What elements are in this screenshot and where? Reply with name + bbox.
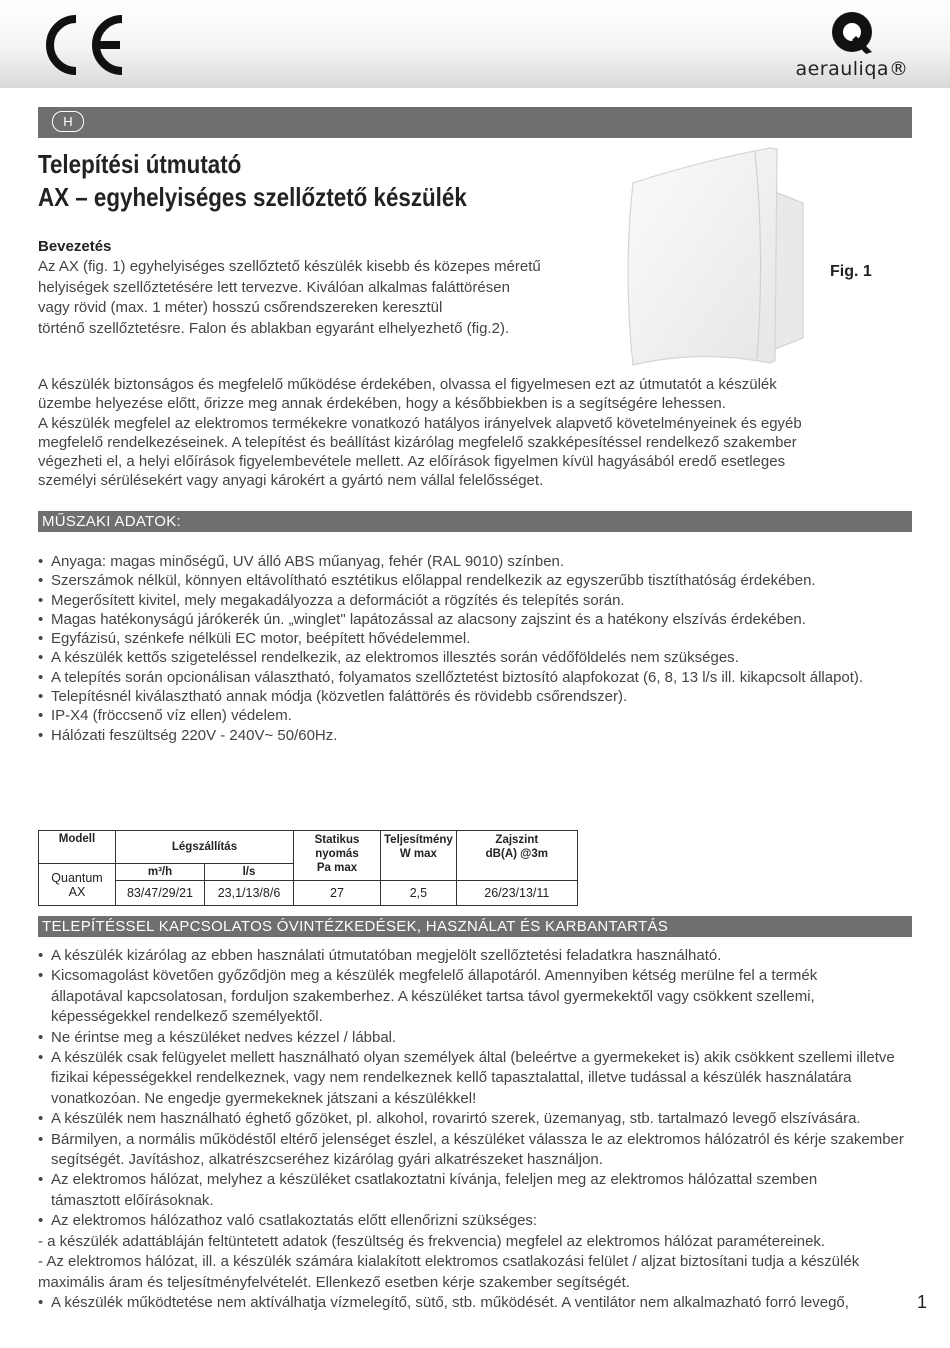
logo-text: aerauliqa®: [795, 58, 909, 80]
figure-label: Fig. 1: [830, 263, 872, 280]
list-item: • Szerszámok nélkül, könnyen eltávolítható esztétikus előlappal rendelkezik az egyszerűbb tisztíthatóság érdekében.: [38, 571, 918, 590]
safety-heading: TELEPÍTÉSSEL KAPCSOLATOS ÓVINTÉZKEDÉSEK, HASZNÁLAT ÉS KARBANTARTÁS: [38, 916, 912, 937]
table-header-airflow: Légszállítás: [116, 831, 294, 864]
list-item: • Az elektromos hálózat, melyhez a készüléket csatlakoztatni kívánja, feleljen meg az elektromos hálózattal szemben támasztott előírásoknak.: [38, 1170, 918, 1211]
table-cell-noise: 26/23/13/11: [456, 881, 577, 906]
fan-product-image: [625, 143, 810, 368]
paragraph-line: megfelelő rendelkezéseinek. A telepítést és beállítást kizárólag megfelelő szakképesítéssel rendelkező szakember: [38, 433, 797, 451]
list-item: • Megerősített kivitel, mely megakadályozza a deformációt a rögzítés és telepítés során.: [38, 591, 918, 610]
list-item: • A telepítés során opcionálisan választható, folyamatos szellőztetést biztosító alapfokozat (6, 8, 13 l/s ill. kikapcsolt állapot).: [38, 668, 918, 687]
table-header-static-pressure: [294, 831, 381, 881]
list-item: • Kicsomagolást követően győződjön meg a készülék megfelelő állapotáról. Amennyiben kétség merülne fel a termék állapotával kapcsolatosan, forduljon szakemberhez. A készüléket tartsa távol gyermekektől vagy csökkent szellemi, képességekkel rendelkező személyektől.: [38, 966, 918, 1027]
table-cell-ls: 23,1/13/8/6: [205, 881, 294, 906]
intro-line: helyiségek szellőztetésére lett tervezve. Kiválóan alkalmas faláttörésen: [38, 278, 510, 296]
table-cell-m3h: 83/47/29/21: [116, 881, 205, 906]
language-bar: [38, 107, 912, 138]
list-item: - Az elektromos hálózat, ill. a készülék számára kialakított elektromos csatlakozási felület / aljzat biztosítani tudja a készülék maximális áram és teljesítményfelvételét. Ellenkező esetben kérje szakember segítségét.: [38, 1253, 860, 1291]
paragraph-line: üzembe helyezése előtt, őrizze meg annak érdekében, hogy a későbbiekben is a segítségére lehessen.: [38, 395, 726, 413]
ce-mark-icon: [36, 13, 128, 77]
table-header-line: Teljesítmény: [384, 834, 453, 846]
list-item: • A készülék nem használható éghető gőzöket, pl. alkohol, rovarirtó szerek, üzemanyag, stb. tartalmazó levegő elszívására.: [38, 1109, 918, 1129]
table-cell-model: Quantum AX: [39, 864, 116, 906]
language-badge: H: [52, 111, 84, 132]
safety-intro-paragraph: [38, 375, 918, 491]
list-item: • A készülék kettős szigeteléssel rendelkezik, az elektromos illesztés során védőföldelés nem szükséges.: [38, 648, 918, 667]
list-item: • Egyfázisú, szénkefe nélküli EC motor, beépített hővédelemmel.: [38, 629, 918, 648]
list-item: • Telepítésnél kiválasztható annak módja (közvetlen faláttörés és rövidebb csőrendszer).: [38, 687, 918, 706]
table-cell-power: 2,5: [381, 881, 457, 906]
table-header-model: Modell: [39, 831, 116, 864]
table-header-line: Pa max: [316, 862, 358, 874]
intro-heading: Bevezetés: [38, 238, 112, 255]
document-title: [38, 148, 467, 214]
table-header-line: W max: [399, 848, 437, 860]
spec-table: [38, 830, 578, 906]
intro-text: [38, 257, 598, 339]
list-item: • Anyaga: magas minőségű, UV álló ABS műanyag, fehér (RAL 9010) színben.: [38, 552, 918, 571]
list-item: • Az elektromos hálózathoz való csatlakoztatás előtt ellenőrizni szükséges:: [38, 1211, 918, 1231]
table-header-noise: [456, 831, 577, 881]
paragraph-line: végezheti el, a helyi előírások figyelembevétele mellett. Az előírások figyelmen kívül hagyásából eredő esetleges: [38, 453, 786, 471]
list-item: • A készülék működtetése nem aktíválhatja vízmelegítő, sütő, stb. működését. A ventilátor nem alkalmazható forró levegő,: [38, 1293, 918, 1313]
safety-list: [38, 946, 918, 1313]
table-header-m3h: m³/h: [116, 864, 205, 881]
intro-line: vagy rövid (max. 1 méter) hosszú csőrendszereken keresztül: [38, 299, 443, 316]
intro-line: történő szellőztetésre. Falon és ablakban egyaránt elhelyezhető (fig.2).: [38, 319, 510, 337]
list-item: • A készülék kizárólag az ebben használati útmutatóban megjelölt szellőztetési feladatkra használható.: [38, 946, 918, 966]
page-header: [0, 0, 950, 88]
table-header-ls: l/s: [205, 864, 294, 881]
aerauliqa-logo-icon: [792, 8, 912, 60]
table-header-line: Zajszint: [495, 834, 539, 846]
intro-line: Az AX (fig. 1) egyhelyiséges szellőztető készülék kisebb és közepes méretű: [38, 258, 541, 275]
table-header-line: Statikus nyomás: [314, 834, 360, 860]
list-item: • Hálózati feszültség 220V - 240V~ 50/60Hz.: [38, 726, 918, 745]
brand-logo: [792, 8, 912, 84]
table-cell-static-pressure: 27: [294, 881, 381, 906]
list-item: • A készülék csak felügyelet mellett használható olyan személyek által (beleértve a gyermekeket is) akik csökkent szellemi illetve fizikai képességekkel rendelkeznek, vagy nem rendelkeznek kellő tapasztalattal, illetve tudással a készülék használatára vonatkozóan. Ne engedje gyermekeknek játszani a készülékkel!: [38, 1048, 918, 1109]
table-header-power: [381, 831, 457, 881]
list-item: - a készülék adattábláján feltüntetett adatok (feszültség és frekvencia) megfelel az elektromos hálózat paramétereinek.: [38, 1232, 826, 1250]
table-row: [39, 881, 578, 906]
tech-data-heading: MŰSZAKI ADATOK:: [38, 511, 912, 532]
title-line-2: AX – egyhelyiséges szellőztető készülék: [38, 182, 467, 212]
list-item: • Ne érintse meg a készüléket nedves kézzel / lábbal.: [38, 1028, 918, 1048]
paragraph-line: személyi sérülésekért vagy anyagi károkért a gyártó nem vállal felelősséget.: [38, 472, 544, 490]
paragraph-line: A készülék biztonságos és megfelelő működése érdekében, olvassa el figyelmesen ezt az útmutatót a készülék: [38, 376, 777, 393]
tech-data-list: [38, 552, 918, 745]
list-item: • IP-X4 (fröccsenő víz ellen) védelem.: [38, 706, 918, 725]
paragraph-line: A készülék megfelel az elektromos termékekre vonatkozó hatályos irányelvek alapvető követelményeinek és egyéb: [38, 414, 802, 432]
list-item: • Magas hatékonyságú járókerék ún. „winglet" lapátozással az alacsony zajszint és a hatékony elszívás érdekében.: [38, 610, 918, 629]
title-line-1: Telepítési útmutató: [38, 149, 242, 179]
list-item: • Bármilyen, a normális működéstől eltérő jelenséget észlel, a készüléket válassza le az elektromos hálózatról és kérje szakember segítségét. Javításhoz, alkatrészcseréhez kizárólag gyári alkatrészeket használjon.: [38, 1130, 918, 1171]
page-number: 1: [917, 1292, 928, 1312]
table-header-line: dB(A) @3m: [485, 848, 548, 860]
